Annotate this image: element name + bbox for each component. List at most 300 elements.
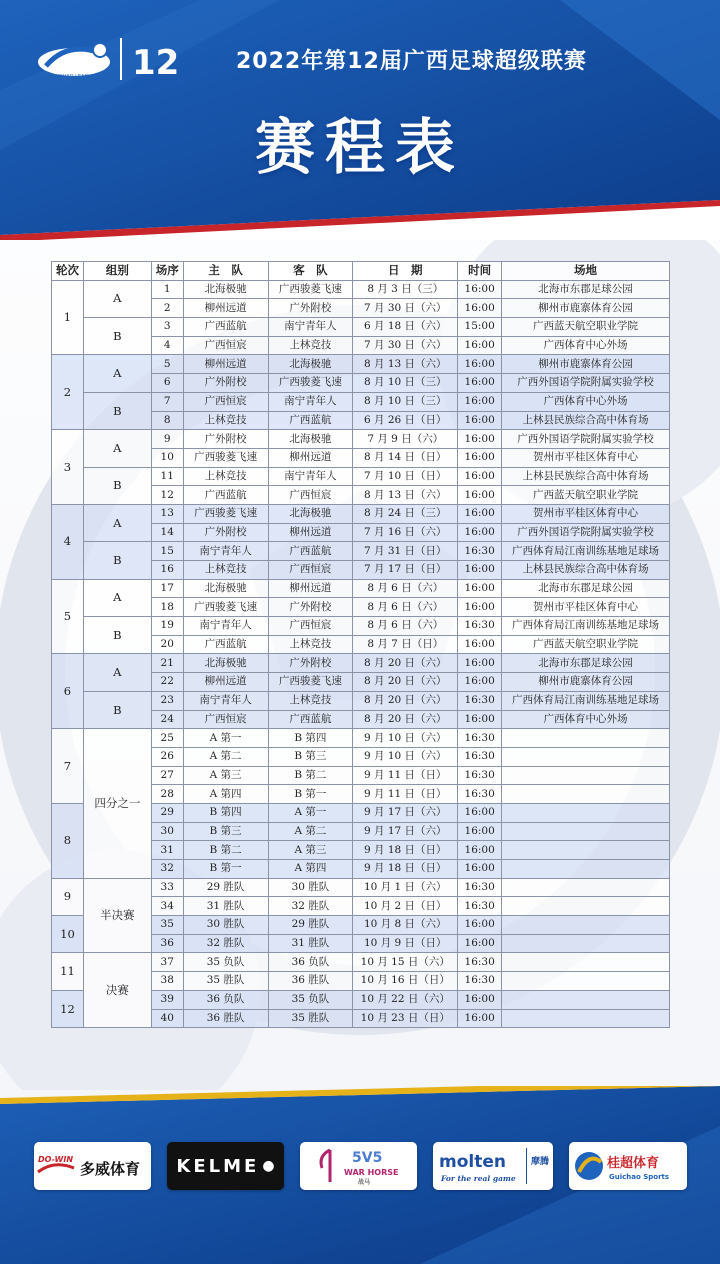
home-team-cell: 广外附校 [183, 374, 268, 393]
time-cell: 16:00 [458, 934, 502, 953]
venue-cell [502, 1009, 670, 1028]
match-no-cell: 19 [151, 617, 183, 636]
venue-cell: 广西蓝天航空职业学院 [502, 486, 670, 505]
venue-cell [502, 747, 670, 766]
date-cell: 10 月 22 日（六） [353, 990, 458, 1009]
time-cell: 16:00 [458, 654, 502, 673]
round-cell: 6 [52, 654, 84, 729]
group-cell: A [83, 654, 151, 691]
round-cell: 5 [52, 579, 84, 654]
home-team-cell: 柳州远道 [183, 673, 268, 692]
table-row [52, 355, 670, 374]
time-cell: 16:00 [458, 1009, 502, 1028]
venue-cell: 北海市东郡足球公园 [502, 579, 670, 598]
match-no-cell: 21 [151, 654, 183, 673]
away-team-cell: 广西恒宸 [268, 617, 353, 636]
table-row [52, 430, 670, 449]
table-row [52, 617, 670, 636]
away-team-cell: 南宁青年人 [268, 392, 353, 411]
venue-cell: 柳州市鹿寨体育公园 [502, 355, 670, 374]
venue-cell: 上林县民族综合高中体育场 [502, 561, 670, 580]
date-cell: 10 月 9 日（日） [353, 934, 458, 953]
home-team-cell: 广西恒宸 [183, 710, 268, 729]
match-no-cell: 2 [151, 299, 183, 318]
away-team-cell: 广西骏菱飞速 [268, 280, 353, 299]
date-cell: 9 月 18 日（日） [353, 860, 458, 879]
away-team-cell: 上林竞技 [268, 336, 353, 355]
col-round: 轮次 [52, 262, 84, 281]
away-team-cell: 30 胜队 [268, 878, 353, 897]
home-team-cell: 广西骏菱飞速 [183, 448, 268, 467]
round-cell: 10 [52, 916, 84, 953]
date-cell: 8 月 20 日（六） [353, 691, 458, 710]
guichao-text: 桂超体育 [607, 1156, 660, 1171]
away-team-cell: 柳州远道 [268, 523, 353, 542]
match-no-cell: 20 [151, 635, 183, 654]
kelme-text: KELME [176, 1155, 260, 1177]
sponsor-dowin [34, 1142, 151, 1190]
match-no-cell: 1 [151, 280, 183, 299]
logo-caption: GUICHAO LEAGUE [50, 74, 96, 80]
table-row [52, 392, 670, 411]
away-team-cell: 南宁青年人 [268, 467, 353, 486]
paw-icon: ● [262, 1158, 275, 1174]
away-team-cell: 广西蓝航 [268, 710, 353, 729]
venue-cell: 广西外国语学院附属实验学校 [502, 523, 670, 542]
time-cell: 16:00 [458, 803, 502, 822]
date-cell: 7 月 30 日（六） [353, 299, 458, 318]
date-cell: 9 月 10 日（六） [353, 747, 458, 766]
table-row [52, 691, 670, 710]
home-team-cell: 北海极驰 [183, 654, 268, 673]
home-team-cell: 柳州远道 [183, 355, 268, 374]
home-team-cell: 广西恒宸 [183, 392, 268, 411]
group-cell: B [83, 691, 151, 728]
away-team-cell: B 第四 [268, 729, 353, 748]
venue-cell [502, 822, 670, 841]
match-no-cell: 9 [151, 430, 183, 449]
away-team-cell: A 第二 [268, 822, 353, 841]
date-cell: 8 月 14 日（日） [353, 448, 458, 467]
svg-text:5V5: 5V5 [352, 1150, 383, 1166]
dowin-text: 多威体育 [80, 1160, 141, 1178]
home-team-cell: 29 胜队 [183, 878, 268, 897]
match-no-cell: 26 [151, 747, 183, 766]
venue-cell [502, 953, 670, 972]
match-no-cell: 17 [151, 579, 183, 598]
home-team-cell: 36 胜队 [183, 1009, 268, 1028]
group-cell: B [83, 318, 151, 355]
molten-text: molten [439, 1152, 506, 1172]
home-team-cell: 36 负队 [183, 990, 268, 1009]
time-cell: 16:00 [458, 841, 502, 860]
dowin-tag: DO-WIN [38, 1155, 74, 1164]
time-cell: 16:00 [458, 598, 502, 617]
away-team-cell: 36 负队 [268, 953, 353, 972]
away-team-cell: 广外附校 [268, 654, 353, 673]
home-team-cell: 广外附校 [183, 430, 268, 449]
venue-cell: 广西体育中心外场 [502, 336, 670, 355]
group-cell: B [83, 617, 151, 654]
home-team-cell: 32 胜队 [183, 934, 268, 953]
home-team-cell: 南宁青年人 [183, 691, 268, 710]
molten-tagline: For the real game [441, 1174, 516, 1183]
date-cell: 7 月 30 日（六） [353, 336, 458, 355]
round-cell: 3 [52, 430, 84, 505]
away-team-cell: 上林竞技 [268, 635, 353, 654]
sponsor-kelme [167, 1142, 284, 1190]
time-cell: 16:00 [458, 355, 502, 374]
venue-cell [502, 841, 670, 860]
away-team-cell: B 第一 [268, 785, 353, 804]
guichao-logo-icon [569, 1142, 687, 1190]
home-team-cell: 广西恒宸 [183, 336, 268, 355]
date-cell: 10 月 1 日（六） [353, 878, 458, 897]
match-no-cell: 33 [151, 878, 183, 897]
col-home: 主 队 [183, 262, 268, 281]
date-cell: 10 月 15 日（六） [353, 953, 458, 972]
venue-cell: 柳州市鹿寨体育公园 [502, 673, 670, 692]
col-match-no: 场序 [151, 262, 183, 281]
home-team-cell: A 第四 [183, 785, 268, 804]
match-no-cell: 30 [151, 822, 183, 841]
time-cell: 16:30 [458, 785, 502, 804]
match-no-cell: 34 [151, 897, 183, 916]
match-no-cell: 36 [151, 934, 183, 953]
home-team-cell: 上林竞技 [183, 411, 268, 430]
date-cell: 9 月 17 日（六） [353, 822, 458, 841]
date-cell: 9 月 18 日（日） [353, 841, 458, 860]
match-no-cell: 8 [151, 411, 183, 430]
table-row [52, 504, 670, 523]
match-no-cell: 32 [151, 860, 183, 879]
time-cell: 16:30 [458, 766, 502, 785]
col-venue: 场地 [502, 262, 670, 281]
away-team-cell: B 第二 [268, 766, 353, 785]
match-no-cell: 3 [151, 318, 183, 337]
time-cell: 16:00 [458, 916, 502, 935]
away-team-cell: 北海极驰 [268, 430, 353, 449]
molten-logo-icon [433, 1142, 553, 1190]
molten-cn: 摩腾 [531, 1157, 550, 1167]
away-team-cell: 南宁青年人 [268, 318, 353, 337]
edition-mark: 12 [132, 43, 180, 83]
match-no-cell: 38 [151, 972, 183, 991]
match-no-cell: 25 [151, 729, 183, 748]
date-cell: 10 月 23 日（日） [353, 1009, 458, 1028]
time-cell: 16:00 [458, 673, 502, 692]
venue-cell: 广西蓝天航空职业学院 [502, 318, 670, 337]
date-cell: 8 月 13 日（六） [353, 486, 458, 505]
home-team-cell: A 第二 [183, 747, 268, 766]
venue-cell [502, 766, 670, 785]
home-team-cell: 南宁青年人 [183, 542, 268, 561]
match-no-cell: 27 [151, 766, 183, 785]
home-team-cell: 广西蓝航 [183, 318, 268, 337]
col-date: 日 期 [353, 262, 458, 281]
away-team-cell: 柳州远道 [268, 579, 353, 598]
time-cell: 16:00 [458, 635, 502, 654]
away-team-cell: 广西蓝航 [268, 411, 353, 430]
table-row [52, 729, 670, 748]
time-cell: 16:00 [458, 710, 502, 729]
home-team-cell: 广西骏菱飞速 [183, 598, 268, 617]
group-cell: A [83, 280, 151, 317]
away-team-cell: 北海极驰 [268, 355, 353, 374]
group-cell: A [83, 504, 151, 541]
schedule-body [52, 280, 670, 1028]
time-cell: 16:00 [458, 299, 502, 318]
home-team-cell: A 第三 [183, 766, 268, 785]
match-no-cell: 5 [151, 355, 183, 374]
time-cell: 16:30 [458, 617, 502, 636]
time-cell: 16:30 [458, 897, 502, 916]
col-time: 时间 [458, 262, 502, 281]
table-row [52, 654, 670, 673]
venue-cell [502, 972, 670, 991]
sponsor-molten [433, 1142, 553, 1190]
date-cell: 10 月 8 日（六） [353, 916, 458, 935]
home-team-cell: 35 胜队 [183, 972, 268, 991]
time-cell: 16:30 [458, 747, 502, 766]
sponsor-guichao [569, 1142, 687, 1190]
time-cell: 15:00 [458, 318, 502, 337]
home-team-cell: 30 胜队 [183, 916, 268, 935]
table-row [52, 280, 670, 299]
venue-cell [502, 878, 670, 897]
away-team-cell: 32 胜队 [268, 897, 353, 916]
time-cell: 16:30 [458, 878, 502, 897]
group-cell: B [83, 392, 151, 429]
table-row [52, 467, 670, 486]
date-cell: 9 月 10 日（六） [353, 729, 458, 748]
away-team-cell: 35 负队 [268, 990, 353, 1009]
round-cell: 11 [52, 953, 84, 990]
group-cell: B [83, 542, 151, 579]
date-cell: 10 月 16 日（日） [353, 972, 458, 991]
group-cell: 决赛 [83, 953, 151, 1028]
venue-cell: 北海市东郡足球公园 [502, 280, 670, 299]
round-cell: 2 [52, 355, 84, 430]
date-cell: 7 月 9 日（六） [353, 430, 458, 449]
match-no-cell: 6 [151, 374, 183, 393]
match-no-cell: 39 [151, 990, 183, 1009]
time-cell: 16:00 [458, 336, 502, 355]
match-no-cell: 35 [151, 916, 183, 935]
venue-cell: 上林县民族综合高中体育场 [502, 467, 670, 486]
away-team-cell: 广西恒宸 [268, 561, 353, 580]
away-team-cell: A 第三 [268, 841, 353, 860]
round-cell: 4 [52, 504, 84, 579]
time-cell: 16:30 [458, 542, 502, 561]
round-cell: 1 [52, 280, 84, 355]
home-team-cell: 广西骏菱飞速 [183, 504, 268, 523]
away-team-cell: 36 胜队 [268, 972, 353, 991]
match-no-cell: 7 [151, 392, 183, 411]
match-no-cell: 18 [151, 598, 183, 617]
time-cell: 16:30 [458, 953, 502, 972]
date-cell: 10 月 2 日（日） [353, 897, 458, 916]
group-cell: 半决赛 [83, 878, 151, 953]
match-no-cell: 37 [151, 953, 183, 972]
schedule-table [51, 261, 670, 1028]
date-cell: 8 月 10 日（三） [353, 374, 458, 393]
venue-cell: 柳州市鹿寨体育公园 [502, 299, 670, 318]
home-team-cell: 35 负队 [183, 953, 268, 972]
date-cell: 6 月 26 日（日） [353, 411, 458, 430]
table-row [52, 878, 670, 897]
date-cell: 8 月 6 日（六） [353, 579, 458, 598]
venue-cell: 广西体育局江南训练基地足球场 [502, 691, 670, 710]
match-no-cell: 10 [151, 448, 183, 467]
time-cell: 16:00 [458, 822, 502, 841]
away-team-cell: 柳州远道 [268, 448, 353, 467]
time-cell: 16:00 [458, 504, 502, 523]
match-no-cell: 28 [151, 785, 183, 804]
away-team-cell: 北海极驰 [268, 504, 353, 523]
home-team-cell: 北海极驰 [183, 280, 268, 299]
away-team-cell: B 第三 [268, 747, 353, 766]
time-cell: 16:00 [458, 860, 502, 879]
time-cell: 16:00 [458, 448, 502, 467]
date-cell: 8 月 6 日（六） [353, 617, 458, 636]
venue-cell [502, 916, 670, 935]
venue-cell [502, 990, 670, 1009]
away-team-cell: 广外附校 [268, 598, 353, 617]
date-cell: 8 月 24 日（三） [353, 504, 458, 523]
table-row [52, 953, 670, 972]
match-no-cell: 31 [151, 841, 183, 860]
warhorse-sub: 战马 [358, 1179, 371, 1186]
time-cell: 16:00 [458, 523, 502, 542]
table-row [52, 318, 670, 337]
venue-cell: 广西外国语学院附属实验学校 [502, 374, 670, 393]
home-team-cell: 上林竞技 [183, 467, 268, 486]
away-team-cell: 广西骏菱飞速 [268, 374, 353, 393]
time-cell: 16:00 [458, 579, 502, 598]
schedule-heading: 赛程表 [255, 113, 465, 183]
away-team-cell: A 第一 [268, 803, 353, 822]
round-cell: 9 [52, 878, 84, 915]
page-title: 2022年第12届广西足球超级联赛 [236, 49, 587, 74]
league-logo [36, 34, 186, 84]
home-team-cell: B 第一 [183, 860, 268, 879]
venue-cell: 广西蓝天航空职业学院 [502, 635, 670, 654]
date-cell: 8 月 3 日（三） [353, 280, 458, 299]
match-no-cell: 40 [151, 1009, 183, 1028]
date-cell: 8 月 10 日（三） [353, 392, 458, 411]
date-cell: 8 月 6 日（六） [353, 598, 458, 617]
date-cell: 6 月 18 日（六） [353, 318, 458, 337]
warhorse-text: WAR HORSE [344, 1168, 399, 1177]
date-cell: 8 月 13 日（六） [353, 355, 458, 374]
venue-cell: 贺州市平桂区体育中心 [502, 504, 670, 523]
home-team-cell: B 第三 [183, 822, 268, 841]
venue-cell: 北海市东郡足球公园 [502, 654, 670, 673]
away-team-cell: 广外附校 [268, 299, 353, 318]
away-team-cell: 31 胜队 [268, 934, 353, 953]
away-team-cell: 35 胜队 [268, 1009, 353, 1028]
venue-cell [502, 729, 670, 748]
league-logo-icon [36, 34, 186, 84]
home-team-cell: 31 胜队 [183, 897, 268, 916]
match-no-cell: 29 [151, 803, 183, 822]
group-cell: A [83, 355, 151, 392]
group-cell: A [83, 579, 151, 616]
venue-cell: 贺州市平桂区体育中心 [502, 598, 670, 617]
venue-cell: 广西体育中心外场 [502, 392, 670, 411]
away-team-cell: 广西蓝航 [268, 542, 353, 561]
venue-cell [502, 785, 670, 804]
time-cell: 16:00 [458, 467, 502, 486]
date-cell: 7 月 10 日（日） [353, 467, 458, 486]
warhorse-logo-icon [300, 1142, 417, 1190]
venue-cell [502, 860, 670, 879]
sponsor-warhorse [300, 1142, 417, 1190]
header [0, 0, 720, 240]
away-team-cell: A 第四 [268, 860, 353, 879]
venue-cell: 上林县民族综合高中体育场 [502, 411, 670, 430]
home-team-cell: A 第一 [183, 729, 268, 748]
home-team-cell: 南宁青年人 [183, 617, 268, 636]
home-team-cell: B 第二 [183, 841, 268, 860]
round-cell: 7 [52, 729, 84, 804]
venue-cell: 广西体育中心外场 [502, 710, 670, 729]
match-no-cell: 23 [151, 691, 183, 710]
match-no-cell: 4 [151, 336, 183, 355]
match-no-cell: 16 [151, 561, 183, 580]
venue-cell [502, 897, 670, 916]
home-team-cell: 广西蓝航 [183, 635, 268, 654]
venue-cell [502, 803, 670, 822]
time-cell: 16:30 [458, 729, 502, 748]
venue-cell: 广西外国语学院附属实验学校 [502, 430, 670, 449]
date-cell: 8 月 20 日（六） [353, 673, 458, 692]
match-no-cell: 12 [151, 486, 183, 505]
match-no-cell: 15 [151, 542, 183, 561]
away-team-cell: 广西骏菱飞速 [268, 673, 353, 692]
group-cell: 四分之一 [83, 729, 151, 879]
table-header-row [52, 262, 670, 281]
match-no-cell: 22 [151, 673, 183, 692]
home-team-cell: 广外附校 [183, 523, 268, 542]
date-cell: 9 月 17 日（六） [353, 803, 458, 822]
match-no-cell: 24 [151, 710, 183, 729]
group-cell: A [83, 430, 151, 467]
date-cell: 7 月 16 日（六） [353, 523, 458, 542]
guichao-sub: Guichao Sports [609, 1173, 670, 1181]
date-cell: 9 月 11 日（日） [353, 766, 458, 785]
date-cell: 8 月 20 日（六） [353, 654, 458, 673]
venue-cell [502, 934, 670, 953]
away-team-cell: 上林竞技 [268, 691, 353, 710]
time-cell: 16:00 [458, 280, 502, 299]
date-cell: 7 月 31 日（日） [353, 542, 458, 561]
match-no-cell: 11 [151, 467, 183, 486]
time-cell: 16:30 [458, 972, 502, 991]
match-no-cell: 14 [151, 523, 183, 542]
venue-cell: 广西体育局江南训练基地足球场 [502, 617, 670, 636]
time-cell: 16:00 [458, 374, 502, 393]
time-cell: 16:00 [458, 392, 502, 411]
dowin-logo-icon [34, 1142, 151, 1190]
home-team-cell: 柳州远道 [183, 299, 268, 318]
time-cell: 16:00 [458, 411, 502, 430]
venue-cell: 贺州市平桂区体育中心 [502, 448, 670, 467]
col-group: 组别 [83, 262, 151, 281]
round-cell: 12 [52, 990, 84, 1027]
time-cell: 16:00 [458, 486, 502, 505]
